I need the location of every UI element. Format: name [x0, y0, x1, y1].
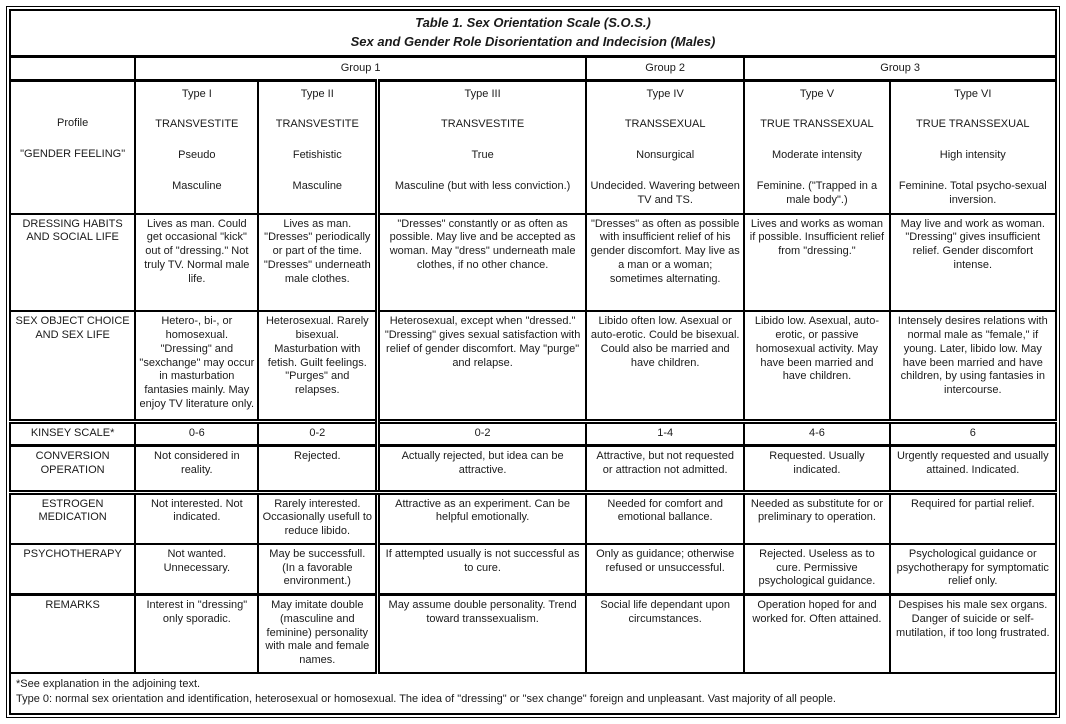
profile-type-2 — [258, 80, 377, 214]
type-subtype: High intensity — [939, 149, 1006, 162]
row-label-remarks: REMARKS — [10, 595, 135, 674]
cell-psycho-type5: Rejected. Useless as to cure. Permissive psychological guidance. — [744, 544, 889, 595]
psychotherapy-row — [10, 544, 1056, 595]
remarks-row — [10, 595, 1056, 674]
cell-remarks-type6: Despises his male sex organs. Danger of suicide or self-mutilation, if too long frustrated. — [890, 595, 1056, 674]
type-feeling: Masculine — [292, 179, 343, 192]
type-subtype: Pseudo — [178, 149, 216, 162]
sex-orientation-scale-table — [9, 9, 1057, 715]
profile-type-4 — [586, 80, 744, 214]
cell-kinsey-type6: 6 — [890, 421, 1056, 445]
group-header-3: Group 3 — [744, 57, 1056, 80]
cell-dressing-type3: "Dresses" constantly or as often as possible. May live and be accepted as woman. May "dress" underneath male clothes, if no other chance. — [378, 214, 586, 312]
cell-psycho-type3: If attempted usually is not successful as to cure. — [378, 544, 586, 595]
table-title-line1: Table 1. Sex Orientation Scale (S.O.S.) — [415, 15, 651, 31]
row-label-estrogen-medication: ESTROGEN MEDICATION — [10, 492, 135, 544]
dressing-habits-row — [10, 214, 1056, 312]
profile-type-5 — [744, 80, 889, 214]
cell-sexobj-type5: Libido low. Asexual, auto-erotic, or passive homosexual activity. May have been married and have children. — [744, 311, 889, 421]
row-label-conversion-operation: CONVERSION OPERATION — [10, 445, 135, 492]
profile-label-line2: "GENDER FEELING" — [20, 148, 126, 161]
group-header-spacer — [10, 57, 135, 80]
cell-sexobj-type2: Heterosexual. Rarely bisexual. Masturbation with fetish. Guilt feelings. "Purges" and relapses. — [258, 311, 377, 421]
cell-sexobj-type6: Intensely desires relations with normal male as "female," if young. Later, libido low. May have been married and have children, by using fantasies in intercourse. — [890, 311, 1056, 421]
type-name: TRANSVESTITE — [441, 118, 525, 131]
cell-sexobj-type4: Libido often low. Asexual or auto-erotic. Could be bisexual. Could also be married and have children. — [586, 311, 744, 421]
footnotes — [10, 673, 1056, 714]
type-feeling: Masculine — [172, 179, 222, 192]
type-name: TRANSVESTITE — [155, 118, 239, 131]
cell-kinsey-type3: 0-2 — [378, 421, 586, 445]
profile-type-6 — [890, 80, 1056, 214]
kinsey-scale-row — [10, 421, 1056, 445]
row-label-psychotherapy: PSYCHOTHERAPY — [10, 544, 135, 595]
cell-dressing-type5: Lives and works as woman if possible. Insufficient relief from "dressing." — [744, 214, 889, 312]
type-name: TRANSVESTITE — [275, 118, 359, 131]
row-label-sex-object-choice: SEX OBJECT CHOICE AND SEX LIFE — [10, 311, 135, 421]
cell-conversion-type5: Requested. Usually indicated. — [744, 445, 889, 492]
cell-kinsey-type1: 0-6 — [135, 421, 258, 445]
cell-estrogen-type6: Required for partial relief. — [890, 492, 1056, 544]
type-feeling: Feminine. Total psycho-sexual inversion. — [898, 179, 1047, 206]
type-number: Type II — [300, 87, 334, 100]
row-label-dressing-habits: DRESSING HABITS AND SOCIAL LIFE — [10, 214, 135, 312]
cell-psycho-type1: Not wanted. Unnecessary. — [135, 544, 258, 595]
table-title — [10, 10, 1056, 57]
cell-conversion-type2: Rejected. — [258, 445, 377, 492]
cell-estrogen-type5: Needed as substitute for or preliminary to operation. — [744, 492, 889, 544]
type-name: TRUE TRANSSEXUAL — [760, 118, 874, 131]
cell-sexobj-type1: Hetero-, bi-, or homosexual. "Dressing" and "sexchange" may occur in masturbation fantasies mainly. May enjoy TV literature only. — [135, 311, 258, 421]
group-header-row — [10, 57, 1056, 80]
type-name: TRUE TRANSSEXUAL — [916, 118, 1030, 131]
footnote-row — [10, 673, 1056, 714]
type-subtype: Nonsurgical — [636, 149, 695, 162]
title-row — [10, 10, 1056, 57]
cell-kinsey-type5: 4-6 — [744, 421, 889, 445]
cell-psycho-type2: May be successfull. (In a favorable environment.) — [258, 544, 377, 595]
cell-dressing-type4: "Dresses" as often as possible with insufficient relief of his gender discomfort. May live as a man or a woman; sometimes alternating. — [586, 214, 744, 312]
cell-conversion-type4: Attractive, but not requested or attraction not admitted. — [586, 445, 744, 492]
cell-psycho-type4: Only as guidance; otherwise refused or unsuccessful. — [586, 544, 744, 595]
cell-estrogen-type3: Attractive as an experiment. Can be helpful emotionally. — [378, 492, 586, 544]
cell-estrogen-type4: Needed for comfort and emotional ballance. — [586, 492, 744, 544]
group-header-2: Group 2 — [586, 57, 744, 80]
profile-row — [10, 80, 1056, 214]
row-label-profile — [10, 80, 135, 214]
type-number: Type IV — [646, 87, 684, 100]
type-name: TRANSSEXUAL — [624, 118, 706, 131]
type-number: Type VI — [954, 87, 992, 100]
estrogen-medication-row — [10, 492, 1056, 544]
cell-dressing-type1: Lives as man. Could get occasional "kick" out of "dressing." Not truly TV. Normal male life. — [135, 214, 258, 312]
group-header-1: Group 1 — [135, 57, 586, 80]
cell-remarks-type3: May assume double personality. Trend toward transsexualism. — [378, 595, 586, 674]
cell-kinsey-type2: 0-2 — [258, 421, 377, 445]
cell-remarks-type2: May imitate double (masculine and feminine) personality with male and female names. — [258, 595, 377, 674]
cell-dressing-type6: May live and work as woman. "Dressing" gives insufficient relief. Gender discomfort intense. — [890, 214, 1056, 312]
cell-dressing-type2: Lives as man. "Dresses" periodically or part of the time. "Dresses" underneath male clothes. — [258, 214, 377, 312]
footnote-line1: *See explanation in the adjoining text. — [16, 678, 201, 691]
type-feeling: Masculine (but with less conviction.) — [394, 179, 571, 192]
type-feeling: Undecided. Wavering between TV and TS. — [590, 179, 740, 206]
cell-conversion-type6: Urgently requested and usually attained. Indicated. — [890, 445, 1056, 492]
profile-type-1 — [135, 80, 258, 214]
cell-remarks-type5: Operation hoped for and worked for. Often attained. — [744, 595, 889, 674]
type-feeling: Feminine. ("Trapped in a male body".) — [756, 179, 878, 206]
type-number: Type V — [799, 87, 835, 100]
type-subtype: Moderate intensity — [772, 149, 862, 162]
row-label-kinsey-scale: KINSEY SCALE* — [10, 421, 135, 445]
profile-label-line1: Profile — [57, 116, 89, 129]
type-subtype: True — [471, 149, 494, 162]
cell-estrogen-type1: Not interested. Not indicated. — [135, 492, 258, 544]
cell-remarks-type4: Social life dependant upon circumstances. — [586, 595, 744, 674]
table-title-line2: Sex and Gender Role Disorientation and Indecision (Males) — [350, 34, 716, 50]
cell-conversion-type3: Actually rejected, but idea can be attractive. — [378, 445, 586, 492]
profile-type-3 — [378, 80, 586, 214]
cell-sexobj-type3: Heterosexual, except when "dressed." "Dressing" gives sexual satisfaction with relief of gender discomfort. May "purge" and relapse. — [378, 311, 586, 421]
cell-remarks-type1: Interest in "dressing" only sporadic. — [135, 595, 258, 674]
cell-conversion-type1: Not considered in reality. — [135, 445, 258, 492]
type-number: Type I — [181, 87, 212, 100]
cell-kinsey-type4: 1-4 — [586, 421, 744, 445]
type-subtype: Fetishistic — [292, 149, 342, 162]
table-outer-frame — [6, 6, 1060, 718]
cell-psycho-type6: Psychological guidance or psychotherapy for symptomatic relief only. — [890, 544, 1056, 595]
footnote-line2: Type 0: normal sex orientation and identification, heterosexual or homosexual. The idea of "dressing" or "sex change" foreign and unpleasant. Vast majority of all people. — [16, 693, 836, 706]
cell-estrogen-type2: Rarely interested. Occasionally usefull to reduce libido. — [258, 492, 377, 544]
conversion-operation-row — [10, 445, 1056, 492]
type-number: Type III — [464, 87, 501, 100]
sex-object-choice-row — [10, 311, 1056, 421]
